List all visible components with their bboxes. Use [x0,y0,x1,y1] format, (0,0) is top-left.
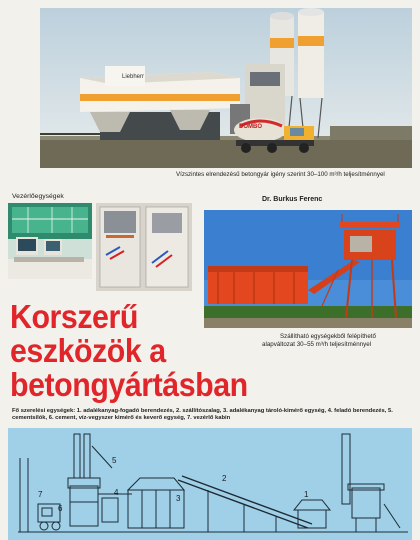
assembly-units-legend: Fő szerelési egységek: 1. adalékanyag-fogadó berendezés, 2. szállítószalag, 3. adalékanyag tároló-kimérő egység, 4. feladó berendezés, 5. cementsilók, 6. cement, víz-vegyszer kimérő és keverő egység, 7. vezérlő kabin [12,408,393,421]
control-units-label: Vezérlőegységek [12,193,64,200]
title-line-2: eszközök a [10,332,166,369]
diagram-label-2: 2 [222,474,227,483]
silo-brand-label: Liebherr [122,74,145,80]
title-line-3: betongyártásban [10,366,248,403]
top-photo-caption: Vízszintes elrendezésű betongyár igény szerint 30–100 m³/h teljesítménnyel [176,171,385,178]
diagram-label-1: 1 [304,490,309,499]
diagram-label-4: 4 [114,488,119,497]
control-room-photo [8,203,92,279]
control-cabinet-photo [96,203,192,291]
mobile-photo-caption-line1: Szállítható egységekből felépíthető [280,333,376,340]
mobile-plant-photo [204,210,412,328]
author-name: Dr. Burkus Ferenc [262,196,323,203]
mobile-photo-caption-line2: alapváltozat 30–55 m³/h teljesítménnyel [262,341,372,348]
diagram-label-7: 7 [38,490,43,499]
article-title [10,298,248,403]
title-line-1: Korszerű [10,298,138,335]
diagram-label-6: 6 [58,504,63,513]
diagram-label-5: 5 [112,456,117,465]
diagram-label-3: 3 [176,494,181,503]
truck-brand-label: DOMBO [239,124,262,130]
concrete-plant-photo [40,8,412,168]
plant-layout-diagram [8,428,412,540]
